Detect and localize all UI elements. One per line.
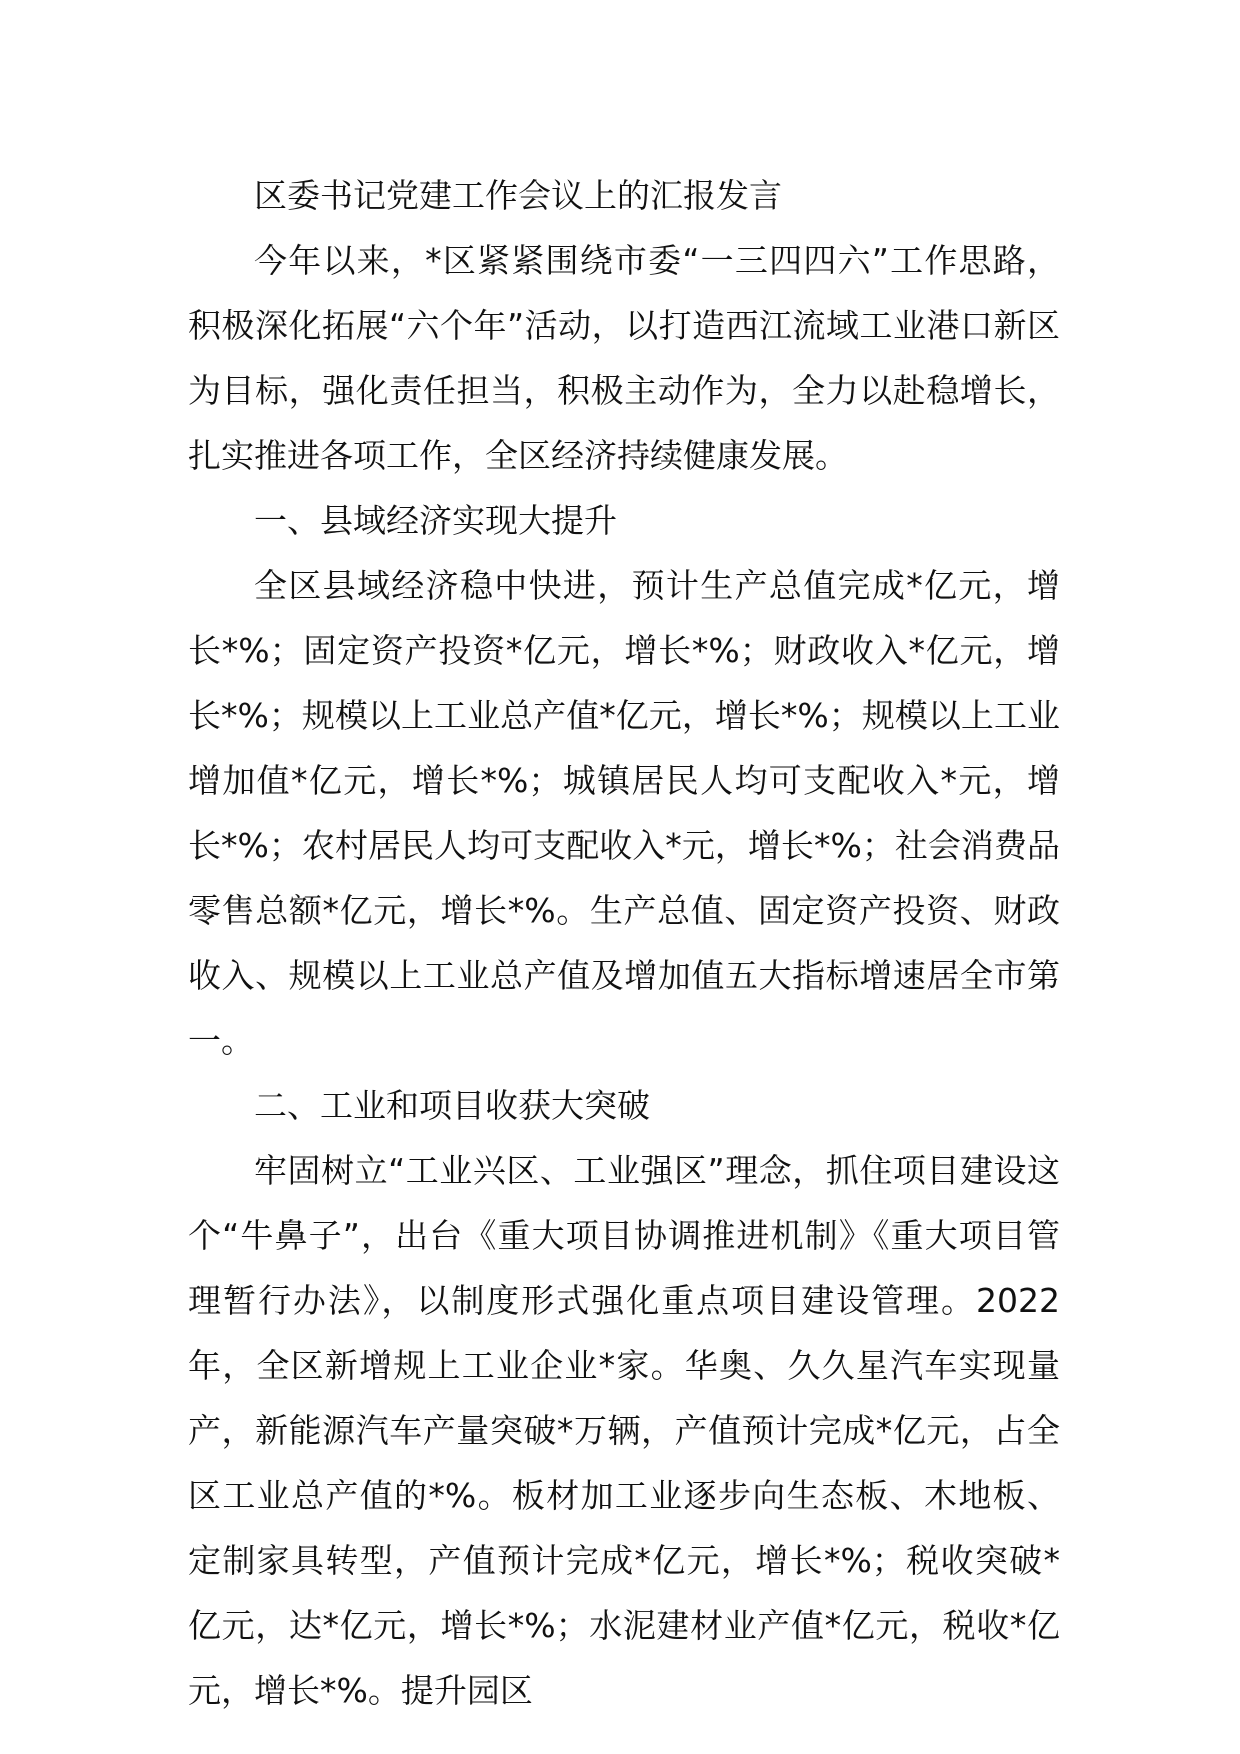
section-heading-1: 一、县域经济实现大提升	[254, 501, 617, 540]
document-body	[188, 163, 1060, 1723]
section-1-paragraph: 全区县域经济稳中快进，预计生产总值完成*亿元，增长*%；固定资产投资*亿元，增长*%；财政收入*亿元，增长*%；规模以上工业总产值*亿元，增长*%；规模以上工业增加值*亿元，增长*%；城镇居民人均可支配收入*元，增长*%；农村居民人均可支配收入*元，增长*%；社会消费品零售总额*亿元，增长*%。生产总值、固定资产投资、财政收入、规模以上工业总产值及增加值五大指标增速居全市第一。	[188, 566, 1060, 1060]
section-heading-2: 二、工业和项目收获大突破	[254, 1086, 650, 1125]
intro-paragraph: 今年以来，*区紧紧围绕市委“一三四四六”工作思路，积极深化拓展“六个年”活动，以打造西江流域工业港口新区为目标，强化责任担当，积极主动作为，全力以赴稳增长，扎实推进各项工作，全区经济持续健康发展。	[188, 241, 1060, 475]
section-2-paragraph: 牢固树立“工业兴区、工业强区”理念，抓住项目建设这个“牛鼻子”，出台《重大项目协调推进机制》《重大项目管理暂行办法》，以制度形式强化重点项目建设管理。2022年，全区新增规上工业企业*家。华奥、久久星汽车实现量产，新能源汽车产量突破*万辆，产值预计完成*亿元，占全区工业总产值的*%。板材加工业逐步向生态板、木地板、定制家具转型，产值预计完成*亿元，增长*%；税收突破*亿元，达*亿元，增长*%；水泥建材业产值*亿元，税收*亿元，增长*%。提升园区	[188, 1151, 1060, 1710]
document-title: 区委书记党建工作会议上的汇报发言	[254, 176, 782, 215]
